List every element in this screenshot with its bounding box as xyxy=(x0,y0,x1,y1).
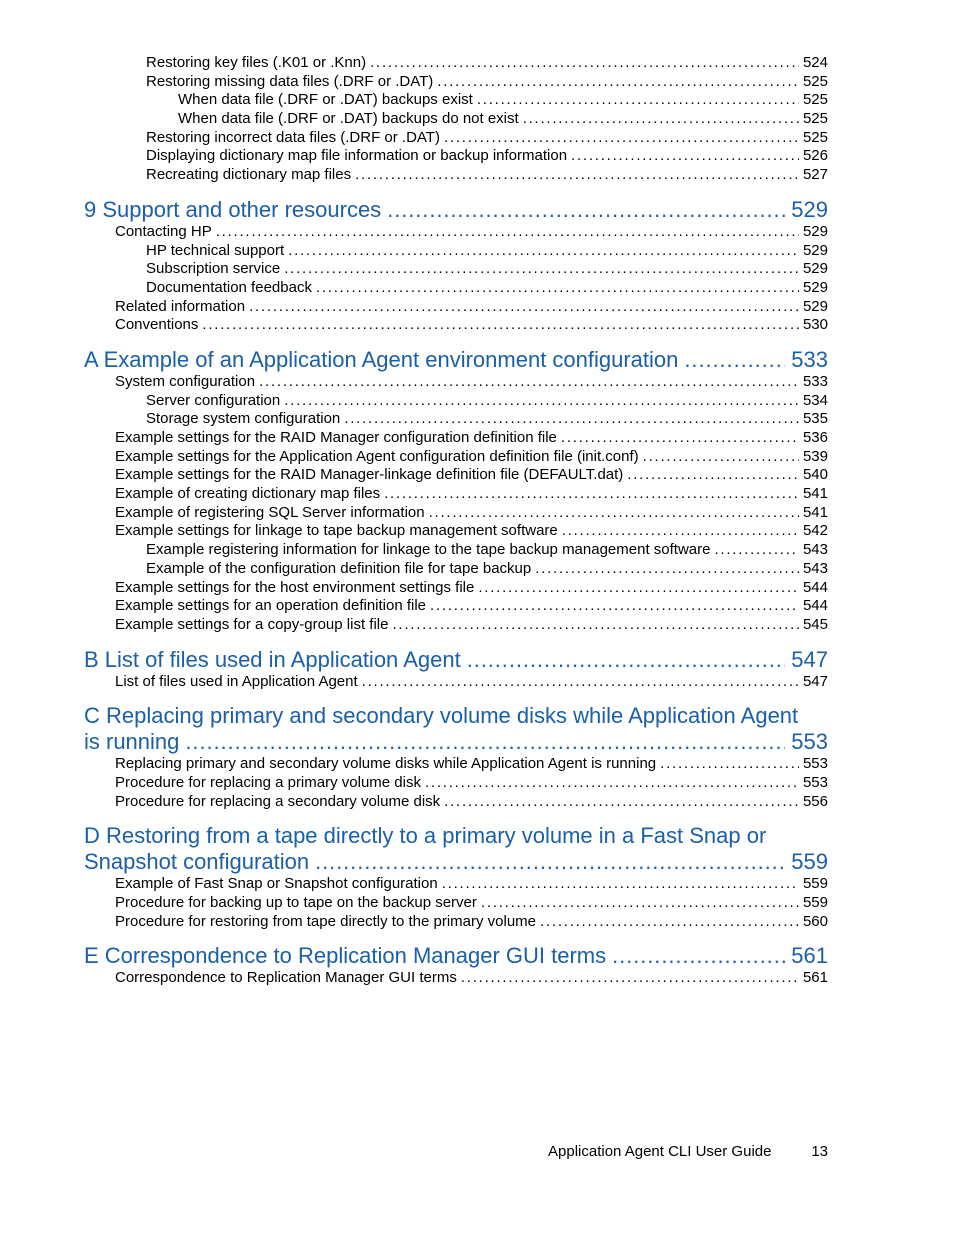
dot-leader xyxy=(627,466,799,485)
toc-entry-title: Storage system configuration xyxy=(146,410,341,428)
dot-leader xyxy=(430,597,799,616)
toc-entry-page-number: 556 xyxy=(802,792,828,810)
toc-entry[interactable] xyxy=(84,316,828,335)
toc-entry-title: System configuration xyxy=(115,372,256,390)
dot-leader xyxy=(284,260,799,279)
toc-entry-title: Restoring missing data files (.DRF or .DAT) xyxy=(146,72,434,90)
toc-section xyxy=(84,703,828,811)
dot-leader xyxy=(429,504,799,523)
dot-leader xyxy=(561,429,799,448)
toc-entry[interactable] xyxy=(84,913,828,932)
dot-leader xyxy=(643,448,799,467)
dot-leader xyxy=(535,560,799,579)
toc-entry-page-number: 544 xyxy=(802,578,828,596)
toc-entry-page-number: 560 xyxy=(802,912,828,930)
toc-entry[interactable] xyxy=(84,894,828,913)
chapter-title-line: D Restoring from a tape directly to a primary volume in a Fast Snap or xyxy=(84,823,767,849)
dot-leader xyxy=(387,197,785,223)
chapter-page-number: 561 xyxy=(791,943,828,969)
toc-entry[interactable] xyxy=(84,260,828,279)
dot-leader xyxy=(316,279,799,298)
toc-entry[interactable] xyxy=(84,147,828,166)
chapter-page-number: 529 xyxy=(791,196,828,222)
toc-entry-title: Example settings for the host environment settings file xyxy=(115,578,475,596)
toc-entry-page-number: 525 xyxy=(802,91,828,109)
toc-entry-title: When data file (.DRF or .DAT) backups exist xyxy=(178,91,473,109)
toc-section xyxy=(84,647,828,692)
toc-entry[interactable] xyxy=(84,466,828,485)
toc-entry-page-number: 535 xyxy=(802,410,828,428)
toc-entry-title: Example settings for the RAID Manager-linkage definition file (DEFAULT.dat) xyxy=(115,466,624,484)
dot-leader xyxy=(612,943,785,969)
chapter-title: B List of files used in Application Agent xyxy=(84,646,461,672)
toc-entry-title: Example registering information for linkage to the tape backup management software xyxy=(146,541,711,559)
dot-leader xyxy=(288,242,799,261)
toc-entry-page-number: 539 xyxy=(802,447,828,465)
toc-entry-page-number: 525 xyxy=(802,110,828,128)
toc-entry-title: Recreating dictionary map files xyxy=(146,166,352,184)
dot-leader xyxy=(216,223,799,242)
toc-entry[interactable] xyxy=(84,298,828,317)
dot-leader xyxy=(461,969,799,988)
toc-entry[interactable] xyxy=(84,969,828,988)
toc-entry-title: Contacting HP xyxy=(115,222,212,240)
toc-entry[interactable] xyxy=(84,166,828,185)
toc-section xyxy=(84,823,828,931)
dot-leader xyxy=(571,147,799,166)
toc-entry-page-number: 533 xyxy=(802,372,828,390)
chapter-title: Snapshot configuration xyxy=(84,849,310,875)
dot-leader xyxy=(714,541,798,560)
toc-section xyxy=(84,197,828,335)
toc-entry-page-number: 559 xyxy=(802,875,828,893)
toc-entry-page-number: 553 xyxy=(802,755,828,773)
chapter-heading[interactable] xyxy=(84,347,828,373)
toc-entry[interactable] xyxy=(84,392,828,411)
footer-page-number: 13 xyxy=(811,1143,828,1160)
toc-entry-page-number: 534 xyxy=(802,391,828,409)
chapter-title-row xyxy=(84,729,828,755)
dot-leader xyxy=(684,347,785,373)
dot-leader xyxy=(355,166,799,185)
toc-entry-page-number: 529 xyxy=(802,278,828,296)
toc-entry-title: Subscription service xyxy=(146,260,281,278)
chapter-page-number: 533 xyxy=(791,346,828,372)
toc-entry-page-number: 526 xyxy=(802,147,828,165)
toc-entry-title: Example of Fast Snap or Snapshot configuration xyxy=(115,875,438,893)
toc-entry[interactable] xyxy=(84,793,828,812)
toc-entry-page-number: 530 xyxy=(802,316,828,334)
toc-entry-title: List of files used in Application Agent xyxy=(115,672,358,690)
toc-entry-page-number: 529 xyxy=(802,241,828,259)
toc-entry-title: Example settings for the Application Agent configuration definition file (init.conf) xyxy=(115,447,639,465)
toc-entry-title: Restoring key files (.K01 or .Knn) xyxy=(146,54,367,71)
toc-entry-page-number: 553 xyxy=(802,773,828,791)
toc-entry-page-number: 561 xyxy=(802,969,828,987)
toc-entry[interactable] xyxy=(84,541,828,560)
toc-entry-title: Displaying dictionary map file information or backup information xyxy=(146,147,568,165)
toc-entry-page-number: 529 xyxy=(802,260,828,278)
chapter-title: E Correspondence to Replication Manager GUI terms xyxy=(84,943,607,969)
chapter-heading[interactable] xyxy=(84,943,828,969)
toc-entry-title: Example of the configuration definition file for tape backup xyxy=(146,559,532,577)
chapter-page-number: 559 xyxy=(791,849,828,875)
toc-entry-page-number: 536 xyxy=(802,429,828,446)
toc-entry[interactable] xyxy=(84,504,828,523)
toc-section xyxy=(84,943,828,988)
page-footer xyxy=(548,1143,828,1160)
toc-entry-title: HP technical support xyxy=(146,241,285,259)
dot-leader xyxy=(284,392,799,411)
chapter-heading[interactable] xyxy=(84,647,828,673)
dot-leader xyxy=(660,755,799,774)
dot-leader xyxy=(392,616,799,635)
toc-entry[interactable] xyxy=(84,448,828,467)
toc-entry-title: Documentation feedback xyxy=(146,278,312,296)
toc-entry[interactable] xyxy=(84,755,828,774)
toc-section xyxy=(84,347,828,635)
chapter-title-row xyxy=(84,197,828,223)
toc-entry-title: Example of registering SQL Server information xyxy=(115,503,425,521)
toc-entry-title: Example settings for a copy-group list file xyxy=(115,615,389,633)
dot-leader xyxy=(249,298,799,317)
toc-entry[interactable] xyxy=(84,522,828,541)
chapter-title-line: C Replacing primary and secondary volume disks while Application Agent xyxy=(84,703,799,729)
toc-entry-title: Restoring incorrect data files (.DRF or .DAT) xyxy=(146,128,440,146)
toc-entry[interactable] xyxy=(84,373,828,392)
toc-entry-page-number: 527 xyxy=(802,166,828,184)
toc-entry-page-number: 547 xyxy=(802,672,828,690)
toc-entry[interactable] xyxy=(84,597,828,616)
toc-entry-page-number: 529 xyxy=(802,297,828,315)
toc-entry-page-number: 545 xyxy=(802,615,828,633)
toc-entry-page-number: 542 xyxy=(802,522,828,540)
toc-entry-title: Related information xyxy=(115,297,246,315)
dot-leader xyxy=(478,579,799,598)
toc-entry[interactable] xyxy=(84,91,828,110)
toc-entry[interactable] xyxy=(84,774,828,793)
dot-leader xyxy=(202,316,799,335)
toc-entry-page-number: 529 xyxy=(802,222,828,240)
toc-entry-title: Example of creating dictionary map files xyxy=(115,485,381,503)
toc-section xyxy=(84,54,828,185)
toc-entry-title: Example settings for linkage to tape backup management software xyxy=(115,522,558,540)
toc-entry[interactable] xyxy=(84,279,828,298)
chapter-title: A Example of an Application Agent environment configuration xyxy=(84,346,679,372)
toc-entry-title: Procedure for replacing a secondary volume disk xyxy=(115,792,441,810)
toc-entry-page-number: 544 xyxy=(802,597,828,615)
toc-entry[interactable] xyxy=(84,616,828,635)
toc-entry[interactable] xyxy=(84,54,828,73)
chapter-page-number: 547 xyxy=(791,646,828,672)
dot-leader xyxy=(523,110,799,129)
dot-leader xyxy=(444,793,799,812)
chapter-title-row xyxy=(84,347,828,373)
toc-entry[interactable] xyxy=(84,579,828,598)
toc-entry[interactable] xyxy=(84,242,828,261)
toc-entry-title: Replacing primary and secondary volume disks while Application Agent is running xyxy=(115,755,657,773)
toc-entry[interactable] xyxy=(84,560,828,579)
toc-entry-page-number: 525 xyxy=(802,128,828,146)
toc-entry[interactable] xyxy=(84,429,828,448)
toc-entry-page-number: 524 xyxy=(802,54,828,71)
toc-entry-page-number: 543 xyxy=(802,559,828,577)
dot-leader xyxy=(185,729,785,755)
dot-leader xyxy=(362,673,799,692)
toc-entry[interactable] xyxy=(84,110,828,129)
chapter-heading[interactable] xyxy=(84,703,828,755)
toc-entry-title: Server configuration xyxy=(146,391,281,409)
dot-leader xyxy=(344,410,799,429)
chapter-title-row xyxy=(84,943,828,969)
toc-entry[interactable] xyxy=(84,875,828,894)
chapter-title-row xyxy=(84,849,828,875)
toc-entry-title: Example settings for an operation definition file xyxy=(115,597,427,615)
toc-entry-title: Procedure for restoring from tape directly to the primary volume xyxy=(115,912,537,930)
dot-leader xyxy=(562,522,799,541)
toc-entry-title: Correspondence to Replication Manager GUI terms xyxy=(115,969,457,987)
dot-leader xyxy=(467,647,786,673)
footer-title: Application Agent CLI User Guide xyxy=(548,1143,772,1160)
dot-leader xyxy=(481,894,799,913)
chapter-title-row xyxy=(84,647,828,673)
toc-entry-page-number: 559 xyxy=(802,894,828,911)
toc-entry-title: Conventions xyxy=(115,316,199,334)
dot-leader xyxy=(259,373,799,392)
dot-leader xyxy=(444,129,799,148)
toc-entry-page-number: 541 xyxy=(802,485,828,503)
dot-leader xyxy=(477,91,799,110)
chapter-heading[interactable] xyxy=(84,823,828,875)
table-of-contents xyxy=(84,54,828,988)
toc-entry[interactable] xyxy=(84,410,828,429)
chapter-title: 9 Support and other resources xyxy=(84,196,382,222)
toc-entry-title: When data file (.DRF or .DAT) backups do not exist xyxy=(178,110,519,128)
toc-entry[interactable] xyxy=(84,673,828,692)
toc-entry-title: Procedure for backing up to tape on the backup server xyxy=(115,894,477,911)
toc-entry[interactable] xyxy=(84,73,828,92)
toc-entry-page-number: 540 xyxy=(802,466,828,484)
toc-entry-page-number: 541 xyxy=(802,503,828,521)
toc-entry[interactable] xyxy=(84,129,828,148)
dot-leader xyxy=(425,774,799,793)
chapter-title: is running xyxy=(84,729,180,755)
toc-entry[interactable] xyxy=(84,485,828,504)
chapter-page-number: 553 xyxy=(791,729,828,755)
dot-leader xyxy=(437,73,799,92)
toc-entry-title: Example settings for the RAID Manager configuration definition file xyxy=(115,429,557,446)
dot-leader xyxy=(540,913,799,932)
toc-entry-page-number: 543 xyxy=(802,541,828,559)
dot-leader xyxy=(384,485,799,504)
dot-leader xyxy=(370,54,799,73)
dot-leader xyxy=(315,849,785,875)
toc-entry[interactable] xyxy=(84,223,828,242)
toc-entry-page-number: 525 xyxy=(802,72,828,90)
chapter-heading[interactable] xyxy=(84,197,828,223)
toc-entry-title: Procedure for replacing a primary volume disk xyxy=(115,773,421,791)
dot-leader xyxy=(442,875,799,894)
